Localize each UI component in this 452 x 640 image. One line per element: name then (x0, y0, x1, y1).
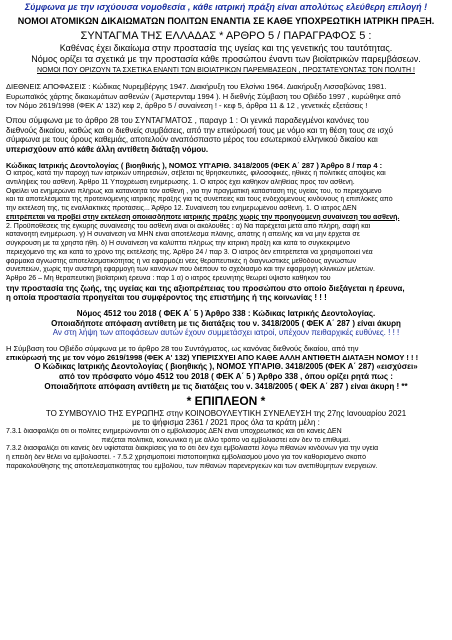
code-line-16: η οποία προστασία προηγείται του συμφέροντος της επιστήμης ή της κοινωνίας ! ! ! (6, 293, 327, 303)
document-page (6, 2, 446, 472)
code-line-5: και τα αποτελέσματα της προτεινόμενης ιατρικής πράξης για τις συνέπειες και τους ενδεχόμενους κινδύνους ή επιπλοκές από (6, 196, 393, 204)
resolution-7-3-1-b: πιέζεται πολιτικά, κοινωνικά ή με άλλο τρόπο να εμβολιαστεί εάν δεν το επιθυμεί. (101, 436, 351, 444)
council-line-2: με το ψήφισμα 2361 / 2021 προς όλα τα κράτη μέλη : (132, 418, 320, 428)
article28-line-3: σύμφωνα με τους όρους καθεμιάς, αποτελούν αναπόσπαστο μέρος του εσωτερικού ελληνικού δικαίου και (6, 135, 378, 145)
article28-line-4: υπερισχύουν από κάθε άλλη αντίθετη διάταξη νόμου. (6, 145, 209, 155)
resolution-7-3-2-b: ή επειδή δεν θέλει να εμβολιαστεί. - 7.5.2 χρησιμοποιεί πιστοποιητικά εμβολιασμού μόνο για τον καθορισμένο σκοπό (6, 454, 367, 462)
code-line-13: συνεπειών, χωρίς την αυστηρή εφαρμογή των κανόνων που διέπουν το σχεδιασμό και την εφαρμογή κλινικών μελετών. (6, 266, 375, 274)
code-line-1: Κώδικας Ιατρικής Δεοντολογίας ( βιοηθικής ), ΝΟΜΟΣ ΥΠ'ΑΡΙΘ. 3418/2005 (ΦΕΚ Α΄ 287 ) Άρθρο 8 / παρ 4 : (6, 160, 383, 170)
epipleon-title: * ΕΠΙΠΛΕΟΝ * (186, 394, 266, 409)
code-line-4: Οφείλει να ενημερώνει πλήρως και κατανοητά τον ασθενή , για την πραγματική κατάσταση της υγείας του, το περιεχόμενο (6, 187, 382, 195)
code-line-10: σύγκρουση με τα χρηστά ήθη. δ) Η συναίνεση να καλύπτει πλήρως την ιατρική πράξη και κατά το συγκεκριμένο (6, 240, 350, 247)
code-line-14: Άρθρο 26 – Μη θεραπευτική βιοϊατρική έρευνα : παρ 1 α) ο ιατρός έρευνητής θεωρεί ύψιστο καθήκον του (6, 275, 331, 282)
oviedo-line-1: Η Σύμβαση του Οβιέδο σύμφωνα με το άρθρο 28 του Συντάγματος, ως κανόνας διεθνούς δικαίου, από την (6, 343, 359, 353)
law4512-line-2: Οποιαδήποτε απόφαση αντίθετη με τις διατάξεις του ν. 3418/2005 ( ΦΕΚ Α΄ 287 ) είναι άκυρη (51, 318, 401, 328)
laws-heading: ΝΟΜΟΙ ΠΟΥ ΟΡΙΖΟΥΝ ΤΑ ΣΧΕΤΙΚΑ ΕΝΑΝΤΙ ΤΩΝ ΒΙΟΪΑΤΡΙΚΩΝ ΠΑΡΕΜΒΑΣΕΩΝ , ΠΡΟΣΤΑΤΕΥΟΝΤΑΣ ΤΟΝ ΠΟΛΙΤΗ ! (37, 67, 415, 75)
constitution-text-1: Καθένας έχει δικαίωμα στην προστασία της υγείας και της γενετικής του ταυτότητας. (59, 42, 393, 53)
code-line-9: κατανοητή ενημέρωση. γ) Η συναίνεση να ΜΗΝ είναι αποτέλεσμα πλάνης, απάτης ή απειλής και να μην έρχεται σε (6, 231, 360, 239)
constitution-heading: ΣΥΝΤΑΓΜΑ ΤΗΣ ΕΛΛΑΔΑΣ * ΑΡΘΡΟ 5 / ΠΑΡΑΓΡΑΦΟΣ 5 : (80, 29, 372, 42)
code-line-12: φάρμακα άγνωστης αποτελεσματικότητας ή να εφαρμόζει νέες θεραπευτικές ή διαγνωστικές μεθόδους αγνώστων (6, 257, 357, 265)
header-intro: Σύμφωνα με την ισχύουσα νομοθεσία , κάθε ιατρική πράξη είναι απολύτως ελεύθερη επιλογή ! (24, 2, 428, 12)
article28-line-1: Όπου σύμφωνα με το άρθρο 28 του ΣΥΝΤΑΓΜΑΤΟΣ , παραγρ 1 : Οι γενικά παραδεγμένοι κανόνες του (6, 116, 369, 126)
resolution-7-3-1-a: 7.3.1 διασφαλίζει ότι οι πολίτες ενημερώνονται ότι ο εμβολιασμός ΔΕΝ είναι υποχρεωτικός και ότι κανείς ΔΕΝ (6, 427, 342, 435)
code-line-2: Ο ιατρός, κατά την παροχή των ιατρικών υπηρεσιών, σέβεται τις θρησκευτικές, φιλοσοφικές, ηθικές ή πολιτικές απόψεις και (6, 170, 386, 177)
resolution-7-5-2: παρακολούθησης της αποτελεσματικότητας του εμβολίου, των πιθανών παρενεργειών και των ανεπιθύμητων ενεργειών. (6, 462, 378, 470)
code-line-6: την εκτέλεσή της, τις εναλλακτικές προτάσεις... Άρθρο 12. Συναίνεση του ενημερωμένου ασθενή. 1. Ο ιατρός ΔΕΝ (6, 205, 357, 212)
oviedo-line-4: από τον πρόσφατο νόμο 4512 του 2018 ( ΦΕΚ Α΄ 5 ) Άρθρο 338 , όπου ορίζει ρητά πως : (59, 372, 393, 382)
article28-line-2: διεθνούς δικαίου, καθώς και οι διεθνείς συμβάσεις, από την επικύρωσή τους με νόμο και τη θέση τους σε ισχύ (6, 125, 393, 135)
law4512-line-1: Νόμος 4512 του 2018 ( ΦΕΚ Α΄ 5 ) Άρθρο 338 : Κώδικας Ιατρικής Δεοντολογίας. (76, 308, 376, 318)
oviedo-line-2: επικύρωσή της με τον νόμο 2619/1998 (ΦΕΚ Α' 132) ΥΠΕΡΙΣΧΥΕΙ ΑΠΟ ΚΑΘΕ ΑΛΛΗ ΑΝΤΙΘΕΤΗ ΔΙΑΤΑΞΗ ΝΟΜΟΥ ! ! ! (6, 353, 419, 363)
header-title: ΝΟΜΟΙ ΑΤΟΜΙΚΩΝ ΔΙΚΑΙΩΜΑΤΩΝ ΠΟΛΙΤΩΝ ΕΝΑΝΤΙΑ ΣΕ ΚΑΘΕ ΥΠΟΧΡΕΩΤΙΚΗ ΙΑΤΡΙΚΗ ΠΡΑΞΗ. (17, 15, 435, 26)
international-decisions-1: ΔΙΕΘΝΕΙΣ ΑΠΟΦΑΣΕΙΣ : Κώδικας Νυρεμβέργης 1947. Διακήρυξη του Ελσίνκι 1964. Διακήρυξη Λισσαβώνας 1981. (6, 82, 387, 92)
law4512-line-3: Αν στη λήψη των αποφάσεων αυτών έχουν συμμετάσχει ιατροί, υπέχουν πειθαρχικές ευθύνες. ! ! ! (52, 328, 400, 338)
resolution-7-3-2-a: 7.3.2 διασφαλίζει ότι κανείς δεν υφίσταται διακρίσεις για το ότι δεν έχει εμβολιαστεί λόγω πιθανών κινδύνων για την υγεία (6, 445, 379, 453)
oviedo-line-5: Οποιαδήποτε απόφαση αντίθετη με τις διατάξεις του ν. 3418/2005 ( ΦΕΚ Α΄ 287 ) είναι άκυρη ! ** (44, 381, 408, 391)
oviedo-line-3: Ο Κώδικας Ιατρικής Δεοντολογίας ( βιοηθικής ), ΝΟΜΟΣ ΥΠ'ΑΡΙΘ. 3418/2005 (ΦΕΚ Α΄ 287) «εισχύσει» (34, 362, 418, 372)
code-line-11: περιεχόμενό της και κατά το χρόνο της εκτέλεσής της. Άρθρο 24 / παρ 3. Ο ιατρός δεν επιτρέπεται να χρησιμοποιεί νέα (6, 248, 373, 256)
code-line-3: αντιλήψεις του ασθενή. Άρθρο 11 Υποχρέωση ενημέρωσης. 1. Ο ιατρός έχει καθήκον αληθείας προς τον ασθενή. (6, 178, 355, 186)
council-line-1: ΤΟ ΣΥΜΒΟΥΛΙΟ ΤΗΣ ΕΥΡΩΠΗΣ στην ΚΟΙΝΟΒΟΥΛΕΥΤΙΚΗ ΣΥΝΕΛΕΥΣΗ της 27ης Ιανουαρίου 2021 (45, 408, 407, 418)
international-decisions-2: Ευρωπαϊκός χάρτης δικαιωμάτων ασθενών ( Άμστερνταμ 1994 ). Η διεθνής Σύμβαση του Οβιέδο 1997 , κυρώθηκε από (6, 91, 401, 101)
code-line-8: 2. Προϋποθέσεις της έγκυρης συναίνεσης του ασθενή είναι οι ακόλουθες : α) Να παρέχεται μετά από πλήρη, σαφή και (6, 222, 371, 230)
code-line-7: επιτρέπεται να προβεί στην εκτέλεση οποιασδήποτε ιατρικής πράξης χωρίς την προηγούμενη συναίνεση του ασθενή. (6, 213, 400, 221)
constitution-text-2: Νόμος ορίζει τα σχετικά με την προστασία κάθε προσώπου έναντι των βιοϊατρικών παρεμβάσεων. (31, 53, 421, 64)
international-decisions-3: τον Νόμο 2619/1998 (ΦΕΚ Α' 132) κεφ 2, άρθρο 5 / συναίνεση ! - κεφ 5, άρθρα 11 & 12 , γενετικές εξετάσεις ! (6, 100, 368, 110)
code-line-15: την προστασία της ζωής, της υγείας και της αξιοπρέπειας του προσώπου στο οποίο διεξάγεται η έρευνα, (6, 283, 405, 293)
